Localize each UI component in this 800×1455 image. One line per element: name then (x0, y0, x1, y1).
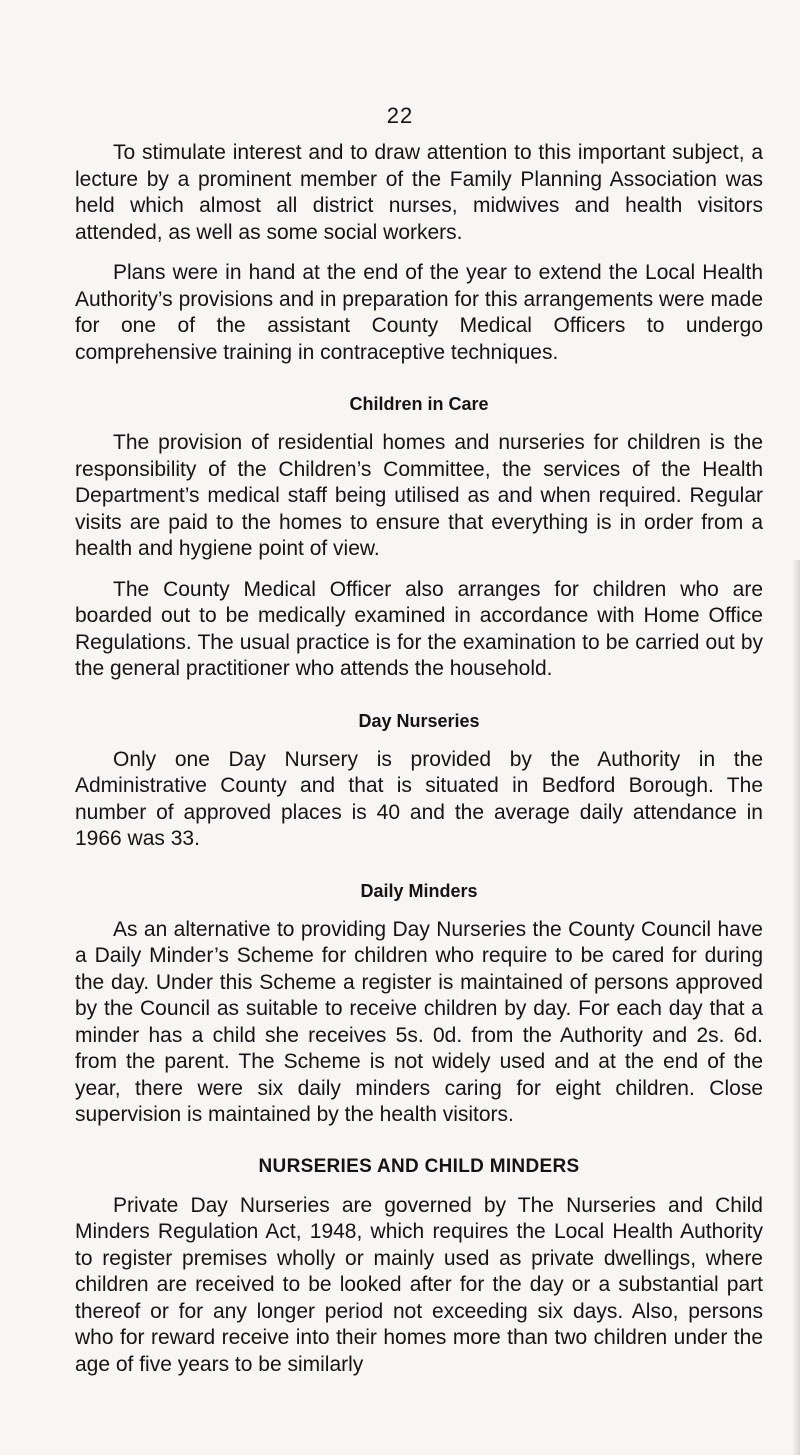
heading-children-in-care: Children in Care (349, 394, 489, 414)
page-edge-shadow (792, 560, 800, 1455)
page-number: 22 (386, 103, 414, 128)
paragraph-boarded-out-children: The County Medical Officer also arranges for children who are boarded out to be medically examined in accordance with Home Office Regulations. The usual practice is for the examination to be carried out by the general practitioner who attends the household. (75, 577, 763, 680)
text-column (75, 140, 763, 1378)
heading-day-nurseries: Day Nurseries (358, 710, 480, 731)
paragraph-residential-homes: The provision of residential homes and nurseries for children is the responsibility of the Children’s Committee, the services of the Health Department’s medical staff being utilised as and when required. Regular visits are paid to the homes to ensure that everything is in order from a health and hygiene point of view. (75, 431, 763, 560)
paragraph-daily-minders-scheme: As an alternative to providing Day Nurseries the County Council have a Daily Minder’s Scheme for children who require to be cared for during the day. Under this Scheme a register is maintained of persons approved by the Council as suitable to receive children by day. For each day that a minder has a child she receives 5s. 0d. from the Authority and 2s. 6d. from the parent. The Scheme is not widely used and at the end of the year, there were six daily minders caring for eight children. Close supervision is maintained by the health visitors. (75, 917, 763, 1126)
heading-nurseries-and-child-minders: NURSERIES AND CHILD MINDERS (258, 1155, 580, 1177)
paragraph-contraceptive-training: Plans were in hand at the end of the year to extend the Local Health Authority’s provisions and in preparation for this arrangements were made for one of the assistant County Medical Officers to undergo comprehensive training in contraceptive techniques. (75, 261, 763, 364)
paragraph-family-planning-lecture: To stimulate interest and to draw attention to this important subject, a lecture by a prominent member of the Family Planning Association was held which almost all district nurses, midwives and health visitors attended, as well as some social workers. (75, 141, 763, 244)
paragraph-private-day-nurseries: Private Day Nurseries are governed by The Nurseries and Child Minders Regulation Act, 1948, which requires the Local Health Authority to register premises wholly or mainly used as private dwellings, where children are received to be looked after for the day or a substantial part thereof or for any longer period not exceeding six days. Also, persons who for reward receive into their homes more than two children under the age of five years to be similarly (75, 1193, 763, 1376)
paragraph-day-nursery-bedford: Only one Day Nursery is provided by the Authority in the Administrative County and that is situated in Bedford Borough. The number of approved places is 40 and the average daily attendance in 1966 was 33. (75, 747, 763, 850)
heading-daily-minders: Daily Minders (360, 880, 478, 901)
